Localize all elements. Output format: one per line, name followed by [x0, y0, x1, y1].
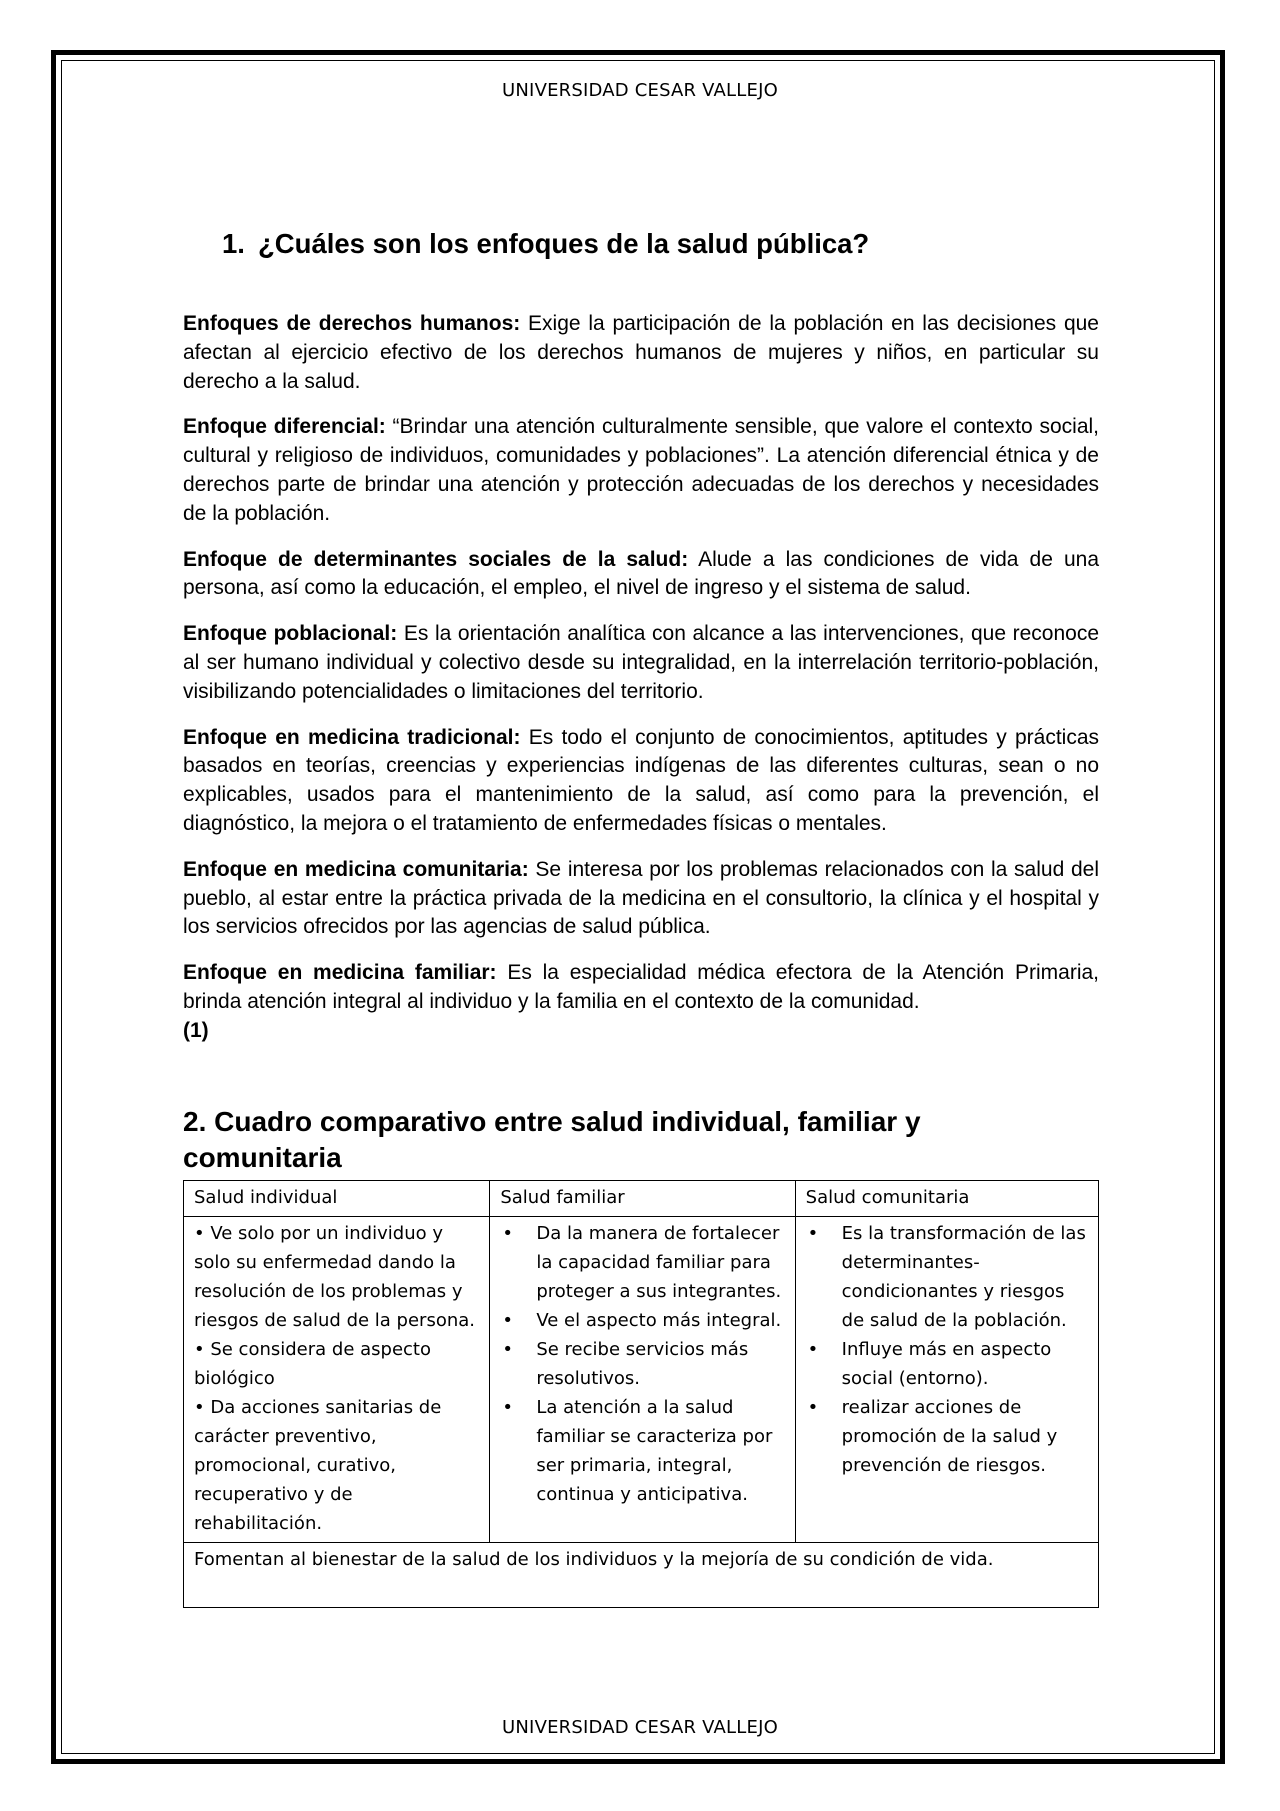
question-1-title: ¿Cuáles son los enfoques de la salud pública?: [258, 228, 870, 259]
page-header: UNIVERSIDAD CESAR VALLEJO: [502, 80, 778, 101]
paragraph-label: Enfoque en medicina tradicional:: [183, 725, 521, 749]
list-item: • Da la manera de fortalecer la capacidad familiar para proteger a sus integrantes.: [500, 1219, 786, 1306]
paragraph-label: Enfoque poblacional:: [183, 622, 398, 646]
paragraph-text: Exige la participación de la población en las decisiones que afectan al ejercicio efectivo de los derechos humanos de mujeres y niños, en particular su derecho a la salud.: [183, 312, 1099, 393]
list-item: • Ve solo por un individuo y solo su enfermedad dando la resolución de los problemas y riesgos de salud de la persona.: [194, 1223, 476, 1331]
paragraph-diferencial: [183, 413, 1099, 528]
question-2-heading: 2. Cuadro comparativo entre salud individual, familiar y comunitaria: [183, 1106, 921, 1173]
cell-salud-familiar: [490, 1217, 795, 1543]
list-item: • La atención a la salud familiar se caracteriza por ser primaria, integral, continua y anticipativa.: [500, 1393, 786, 1509]
list-item: • Se recibe servicios más resolutivos.: [500, 1335, 786, 1393]
paragraph-label: Enfoque diferencial:: [183, 415, 386, 439]
paragraph-medicina-comunitaria: [183, 856, 1099, 942]
paragraph-text: Es todo el conjunto de conocimientos, aptitudes y prácticas basados en teorías, creencias y experiencias indígenas de las diferentes culturas, sean o no explicables, usados para el mantenimiento de la salud, así como para la prevención, el diagnóstico, la mejora o el tratamiento de enfermedades físicas o mentales.: [183, 725, 1100, 835]
header-salud-comunitaria: Salud comunitaria: [795, 1181, 1098, 1217]
paragraph-derechos-humanos: [183, 310, 1099, 396]
paragraph-text: Se interesa por los problemas relacionados con la salud del pueblo, al estar entre la práctica privada de la medicina en el consultorio, la clínica y el hospital y los servicios ofrecidos por las agencias de salud pública.: [183, 857, 1099, 939]
approaches-section: [183, 310, 1099, 1063]
paragraph-label: Enfoque en medicina familiar:: [183, 961, 497, 985]
paragraph-label: Enfoques de derechos humanos:: [183, 312, 521, 335]
paragraph-text: Alude a las condiciones de vida de una persona, así como la educación, el empleo, el nivel de ingreso y el sistema de salud.: [183, 547, 1099, 600]
list-item: • Influye más en aspecto social (entorno).: [806, 1335, 1090, 1393]
bullet-list: [806, 1219, 1090, 1480]
paragraph-text: “Brindar una atención culturalmente sensible, que valore el contexto social, cultural y religioso de individuos, comunidades y poblaciones”. La atención diferencial étnica y de derechos parte de brindar una atención y protección adecuadas de los derechos y necesidades de la población.: [183, 415, 1100, 525]
paragraph-medicina-tradicional: [183, 724, 1099, 839]
cell-salud-comunitaria: [795, 1217, 1098, 1543]
list-item: • Da acciones sanitarias de carácter preventivo, promocional, curativo, recuperativo y de rehabilitación.: [194, 1397, 442, 1534]
header-salud-familiar: Salud familiar: [490, 1181, 795, 1217]
list-item: • Ve el aspecto más integral.: [500, 1306, 786, 1335]
table-footer-text: Fomentan al bienestar de la salud de los individuos y la mejoría de su condición de vida.: [184, 1543, 1099, 1608]
paragraph-poblacional: [183, 620, 1099, 706]
paragraph-text: Es la especialidad médica efectora de la Atención Primaria, brinda atención integral al individuo y la familia en el contexto de la comunidad.: [183, 961, 1100, 1013]
page-footer: UNIVERSIDAD CESAR VALLEJO: [502, 1717, 778, 1738]
bullet-list: [500, 1219, 786, 1509]
paragraph-text: Es la orientación analítica con alcance a las intervenciones, que reconoce al ser humano individual y colectivo desde su integralidad, en la interrelación territorio-población, visibilizando potencialidades o limitaciones del territorio.: [183, 622, 1100, 703]
paragraph-determinantes: [183, 546, 1099, 604]
list-item: • realizar acciones de promoción de la salud y prevención de riesgos.: [806, 1393, 1090, 1480]
paragraph-label: Enfoque de determinantes sociales de la salud:: [183, 547, 689, 571]
list-item: • Es la transformación de las determinantes-condicionantes y riesgos de salud de la población.: [806, 1219, 1090, 1335]
list-item: • Se considera de aspecto biológico: [194, 1339, 432, 1389]
header-salud-individual: Salud individual: [184, 1181, 490, 1217]
table-footer-row: [184, 1543, 1099, 1608]
paragraph-medicina-familiar: [183, 959, 1099, 1045]
comparison-table: [183, 1180, 1099, 1608]
reference-marker: (1): [183, 1018, 209, 1042]
cell-salud-individual: [184, 1217, 490, 1543]
paragraph-label: Enfoque en medicina comunitaria:: [183, 857, 529, 881]
question-1-number: 1.: [222, 228, 245, 259]
question-1-heading: [222, 228, 869, 260]
table-row: [184, 1217, 1099, 1543]
table-header-row: [184, 1181, 1099, 1217]
